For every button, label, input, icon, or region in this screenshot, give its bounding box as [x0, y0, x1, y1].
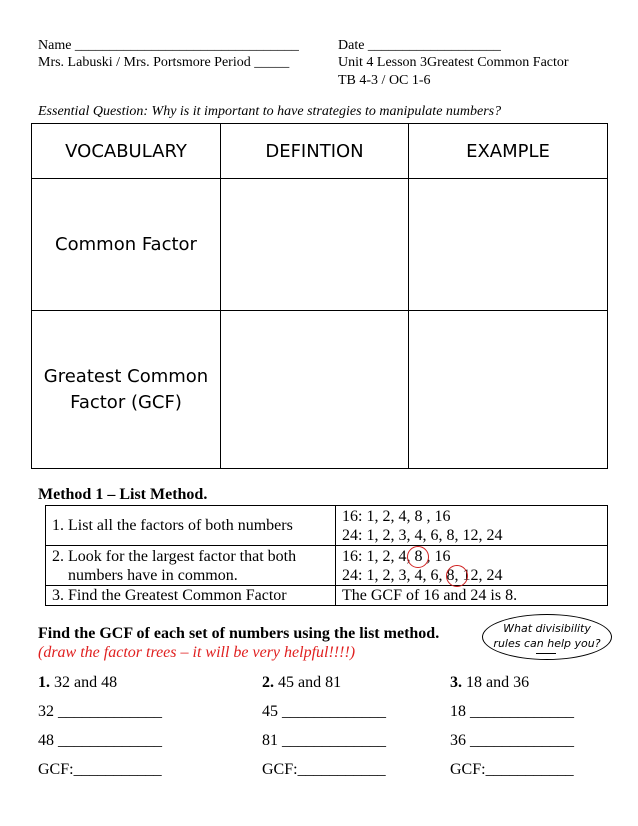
- definition-cell[interactable]: [221, 179, 409, 311]
- term-greatest-common-factor: Greatest Common Factor (GCF): [32, 311, 221, 469]
- term-common-factor: Common Factor: [32, 179, 221, 311]
- method-step: 3. Find the Greatest Common Factor: [46, 586, 336, 606]
- problem-3-factors-a[interactable]: 18 _____________: [450, 703, 574, 720]
- method-example: 16: 1, 2, 4, 8 , 16 24: 1, 2, 3, 4, 6, 8, 12, 24: [336, 546, 608, 586]
- problem-3-title: 3. 18 and 36: [450, 674, 530, 691]
- thought-bubble: What divisibility rules can help you?: [482, 614, 612, 660]
- bubble-tail: [536, 653, 556, 654]
- method-step: 2. Look for the largest factor that both numbers have in common.: [46, 546, 336, 586]
- method-example: 16: 1, 2, 4, 8 , 16 24: 1, 2, 3, 4, 6, 8, 12, 24: [336, 506, 608, 546]
- name-line[interactable]: Name ________________________________: [38, 38, 299, 53]
- circle-highlight-icon: [407, 546, 429, 568]
- header-example: EXAMPLE: [409, 124, 608, 179]
- problem-2-factors-a[interactable]: 45 _____________: [262, 703, 386, 720]
- problem-1-gcf[interactable]: GCF:___________: [38, 761, 162, 778]
- date-line[interactable]: Date ___________________: [338, 38, 501, 53]
- definition-cell[interactable]: [221, 311, 409, 469]
- instructions-hint: (draw the factor trees – it will be very helpful!!!!): [38, 644, 356, 661]
- unit-lesson-line: Unit 4 Lesson 3Greatest Common Factor: [338, 55, 569, 70]
- essential-question: Essential Question: Why is it important to have strategies to manipulate numbers?: [38, 104, 502, 119]
- problem-1-factors-a[interactable]: 32 _____________: [38, 703, 162, 720]
- problem-3-gcf[interactable]: GCF:___________: [450, 761, 574, 778]
- example-cell[interactable]: [409, 179, 608, 311]
- vocabulary-table: [31, 123, 608, 469]
- problem-2-factors-b[interactable]: 81 _____________: [262, 732, 386, 749]
- method-step: 1. List all the factors of both numbers: [46, 506, 336, 546]
- header-definition: DEFINTION: [221, 124, 409, 179]
- problem-2-gcf[interactable]: GCF:___________: [262, 761, 386, 778]
- method-result: The GCF of 16 and 24 is 8.: [336, 586, 608, 606]
- method-table: [45, 505, 608, 606]
- method-title: Method 1 – List Method.: [38, 486, 208, 503]
- problem-1-factors-b[interactable]: 48 _____________: [38, 732, 162, 749]
- circle-highlight-icon: [446, 565, 468, 587]
- header-vocabulary: VOCABULARY: [32, 124, 221, 179]
- textbook-line: TB 4-3 / OC 1-6: [338, 73, 431, 88]
- problem-3-factors-b[interactable]: 36 _____________: [450, 732, 574, 749]
- example-cell[interactable]: [409, 311, 608, 469]
- problem-2-title: 2. 45 and 81: [262, 674, 342, 691]
- teacher-period-line: Mrs. Labuski / Mrs. Portsmore Period _____: [38, 55, 290, 70]
- instructions-title: Find the GCF of each set of numbers using the list method.: [38, 625, 440, 642]
- problem-1-title: 1. 32 and 48: [38, 674, 118, 691]
- circle-highlight-icon: [336, 546, 376, 586]
